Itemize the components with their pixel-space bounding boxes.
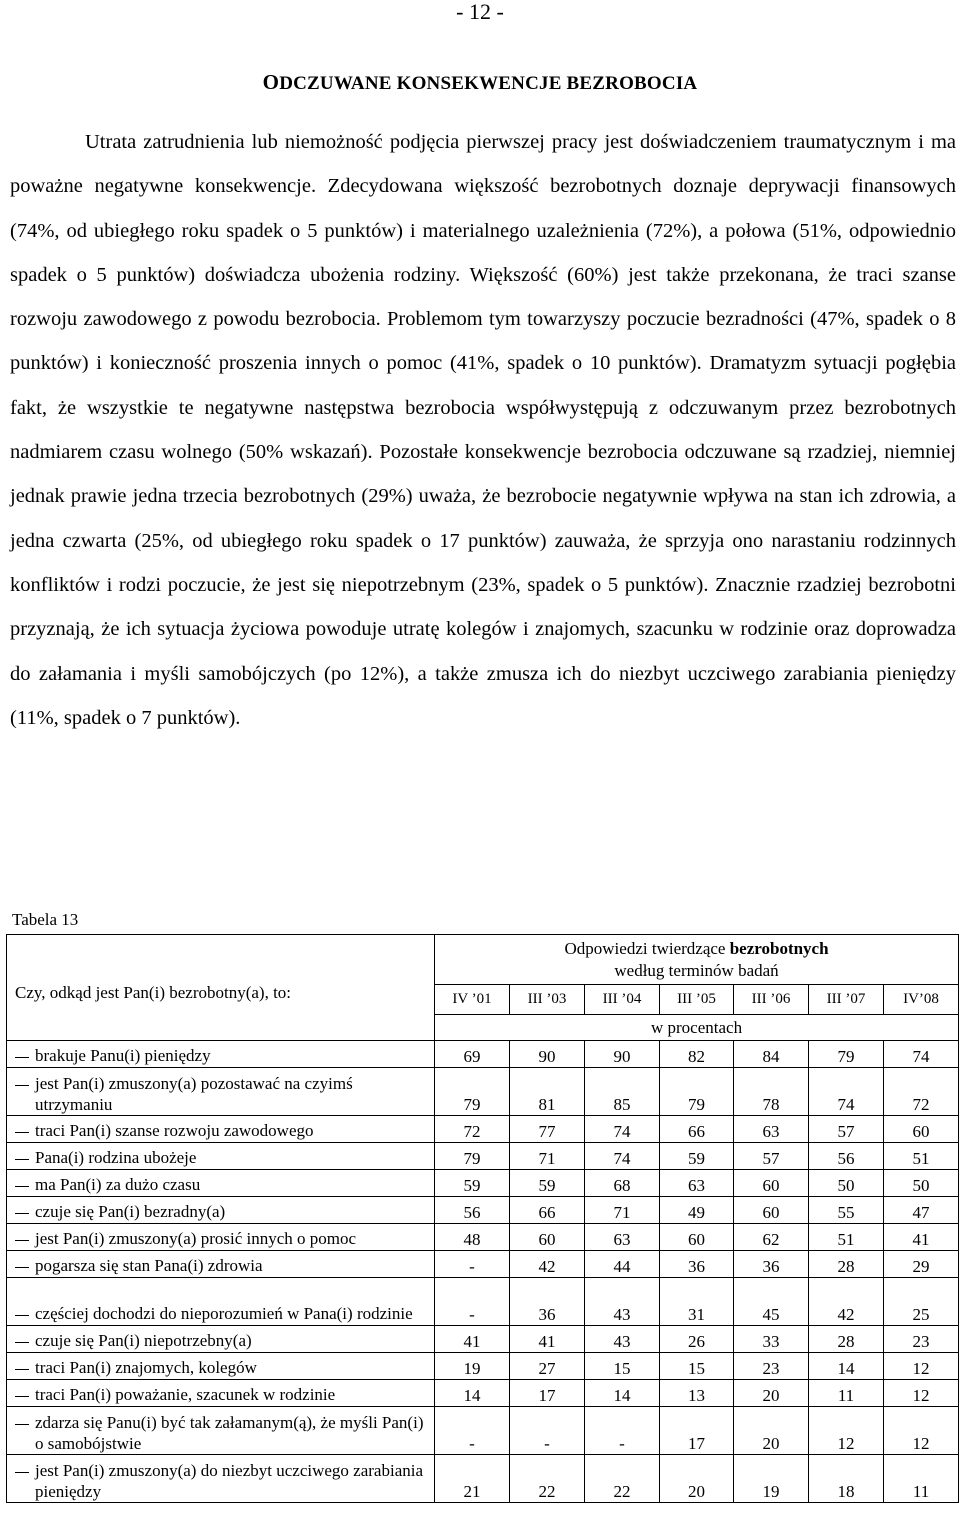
value-cell: - xyxy=(435,1407,510,1455)
bullet-dash xyxy=(15,1396,29,1397)
value-cell: 63 xyxy=(585,1224,660,1251)
value-cell: 12 xyxy=(884,1353,959,1380)
value-cell: 71 xyxy=(585,1197,660,1224)
value-cell: 77 xyxy=(510,1116,585,1143)
value-cell: 56 xyxy=(435,1197,510,1224)
row-label xyxy=(7,1455,435,1503)
value-cell: 48 xyxy=(435,1224,510,1251)
row-label-text: jest Pan(i) zmuszony(a) do niezbyt uczciwego zarabiania pieniędzy xyxy=(35,1461,424,1501)
bullet-dash xyxy=(15,1213,29,1214)
value-cell: 17 xyxy=(660,1407,734,1455)
table-row xyxy=(7,1278,959,1326)
value-cell: 21 xyxy=(435,1455,510,1503)
value-cell: 62 xyxy=(734,1224,809,1251)
value-cell: 25 xyxy=(884,1278,959,1326)
table-row xyxy=(7,1116,959,1143)
value-cell: 11 xyxy=(809,1380,884,1407)
value-cell: 60 xyxy=(660,1224,734,1251)
value-cell: - xyxy=(585,1407,660,1455)
header-line1 xyxy=(565,939,829,958)
table-question-header: Czy, odkąd jest Pan(i) bezrobotny(a), to: xyxy=(7,935,435,1041)
value-cell: 26 xyxy=(660,1326,734,1353)
value-cell: 17 xyxy=(510,1380,585,1407)
value-cell: 12 xyxy=(884,1380,959,1407)
value-cell: 20 xyxy=(734,1407,809,1455)
heading-first-letter: O xyxy=(262,70,280,94)
value-cell: 23 xyxy=(884,1326,959,1353)
value-cell: 23 xyxy=(734,1353,809,1380)
bullet-dash xyxy=(15,1342,29,1343)
row-label xyxy=(7,1170,435,1197)
value-cell: 82 xyxy=(660,1041,734,1068)
value-cell: - xyxy=(435,1278,510,1326)
period-header: III ’04 xyxy=(585,985,660,1015)
table-caption: Tabela 13 xyxy=(12,910,79,929)
value-cell: 41 xyxy=(435,1326,510,1353)
bullet-dash xyxy=(15,1472,29,1473)
value-cell: 22 xyxy=(510,1455,585,1503)
value-cell: 45 xyxy=(734,1278,809,1326)
value-cell: 36 xyxy=(660,1251,734,1278)
value-cell: 42 xyxy=(809,1278,884,1326)
row-label xyxy=(7,1380,435,1407)
value-cell: 29 xyxy=(884,1251,959,1278)
value-cell: 71 xyxy=(510,1143,585,1170)
value-cell: 72 xyxy=(884,1068,959,1116)
value-cell: 14 xyxy=(809,1353,884,1380)
value-cell: 42 xyxy=(510,1251,585,1278)
table-row xyxy=(7,1353,959,1380)
value-cell: 20 xyxy=(660,1455,734,1503)
value-cell: 44 xyxy=(585,1251,660,1278)
table-row xyxy=(7,1197,959,1224)
results-table xyxy=(6,934,959,1503)
table-body xyxy=(7,1041,959,1503)
table-row xyxy=(7,1251,959,1278)
row-label-text: jest Pan(i) zmuszony(a) pozostawać na czyimś utrzymaniu xyxy=(35,1074,353,1114)
value-cell: 79 xyxy=(435,1068,510,1116)
value-cell: 81 xyxy=(510,1068,585,1116)
table-row xyxy=(7,1041,959,1068)
row-label-text: traci Pan(i) znajomych, kolegów xyxy=(35,1358,257,1377)
value-cell: 69 xyxy=(435,1041,510,1068)
value-cell: 59 xyxy=(435,1170,510,1197)
row-label-text: traci Pan(i) szanse rozwoju zawodowego xyxy=(35,1121,314,1140)
row-label-text: zdarza się Panu(i) być tak załamanym(ą), że myśli Pan(i) o samobójstwie xyxy=(35,1413,424,1453)
value-cell: 19 xyxy=(435,1353,510,1380)
row-label-text: ma Pan(i) za dużo czasu xyxy=(35,1175,201,1194)
value-cell: 47 xyxy=(884,1197,959,1224)
value-cell: 41 xyxy=(884,1224,959,1251)
value-cell: 22 xyxy=(585,1455,660,1503)
value-cell: 74 xyxy=(884,1041,959,1068)
bullet-dash xyxy=(15,1186,29,1187)
value-cell: 78 xyxy=(734,1068,809,1116)
value-cell: - xyxy=(510,1407,585,1455)
table-answers-header xyxy=(435,935,959,985)
period-header: IV’08 xyxy=(884,985,959,1015)
value-cell: 56 xyxy=(809,1143,884,1170)
value-cell: 51 xyxy=(884,1143,959,1170)
value-cell: 55 xyxy=(809,1197,884,1224)
row-label xyxy=(7,1068,435,1116)
table-row xyxy=(7,1068,959,1116)
value-cell: 90 xyxy=(510,1041,585,1068)
row-label xyxy=(7,1143,435,1170)
value-cell: 50 xyxy=(884,1170,959,1197)
header-line1-bold: bezrobotnych xyxy=(729,938,829,958)
value-cell: 57 xyxy=(734,1143,809,1170)
value-cell: 20 xyxy=(734,1380,809,1407)
value-cell: 13 xyxy=(660,1380,734,1407)
bullet-dash xyxy=(15,1159,29,1160)
bullet-dash xyxy=(15,1369,29,1370)
value-cell: 51 xyxy=(809,1224,884,1251)
value-cell: 50 xyxy=(809,1170,884,1197)
units-header: w procentach xyxy=(435,1015,959,1041)
value-cell: 14 xyxy=(435,1380,510,1407)
value-cell: 74 xyxy=(809,1068,884,1116)
table-row xyxy=(7,1143,959,1170)
period-header: III ’05 xyxy=(660,985,734,1015)
value-cell: 36 xyxy=(510,1278,585,1326)
value-cell: 79 xyxy=(660,1068,734,1116)
value-cell: 72 xyxy=(435,1116,510,1143)
value-cell: 28 xyxy=(809,1251,884,1278)
page-number: - 12 - xyxy=(456,0,504,24)
bullet-dash xyxy=(15,1424,29,1425)
row-label xyxy=(7,1116,435,1143)
value-cell: - xyxy=(435,1251,510,1278)
bullet-dash xyxy=(15,1085,29,1086)
section-heading xyxy=(0,70,960,95)
row-label xyxy=(7,1326,435,1353)
value-cell: 36 xyxy=(734,1251,809,1278)
value-cell: 60 xyxy=(884,1116,959,1143)
value-cell: 19 xyxy=(734,1455,809,1503)
value-cell: 68 xyxy=(585,1170,660,1197)
row-label xyxy=(7,1353,435,1380)
value-cell: 84 xyxy=(734,1041,809,1068)
value-cell: 66 xyxy=(660,1116,734,1143)
value-cell: 49 xyxy=(660,1197,734,1224)
value-cell: 74 xyxy=(585,1116,660,1143)
value-cell: 43 xyxy=(585,1326,660,1353)
bullet-dash xyxy=(15,1132,29,1133)
period-header: IV ’01 xyxy=(435,985,510,1015)
value-cell: 79 xyxy=(809,1041,884,1068)
bullet-dash xyxy=(15,1057,29,1058)
row-label-text: brakuje Panu(i) pieniędzy xyxy=(35,1046,211,1065)
value-cell: 57 xyxy=(809,1116,884,1143)
row-label xyxy=(7,1224,435,1251)
value-cell: 43 xyxy=(585,1278,660,1326)
value-cell: 41 xyxy=(510,1326,585,1353)
value-cell: 74 xyxy=(585,1143,660,1170)
table-row xyxy=(7,1380,959,1407)
period-header: III ’03 xyxy=(510,985,585,1015)
row-label-text: częściej dochodzi do nieporozumień w Pana(i) rodzinie xyxy=(35,1304,413,1323)
value-cell: 63 xyxy=(734,1116,809,1143)
value-cell: 63 xyxy=(660,1170,734,1197)
period-header: III ’07 xyxy=(809,985,884,1015)
table-row xyxy=(7,1224,959,1251)
row-label xyxy=(7,1197,435,1224)
row-label xyxy=(7,1407,435,1455)
value-cell: 79 xyxy=(435,1143,510,1170)
row-label-text: czuje się Pan(i) niepotrzebny(a) xyxy=(35,1331,252,1350)
value-cell: 15 xyxy=(660,1353,734,1380)
value-cell: 15 xyxy=(585,1353,660,1380)
table-row xyxy=(7,1326,959,1353)
row-label-text: pogarsza się stan Pana(i) zdrowia xyxy=(35,1256,263,1275)
value-cell: 18 xyxy=(809,1455,884,1503)
value-cell: 66 xyxy=(510,1197,585,1224)
body-paragraph: Utrata zatrudnienia lub niemożność podjęcia pierwszej pracy jest doświadczeniem traumatycznym i ma poważne negatywne konsekwencje. Zdecydowana większość bezrobotnych doznaje deprywacji finansowych (74%, od ubiegłego roku spadek o 5 punktów) i materialnego uzależnienia (72%), a połowa (51%, odpowiednio spadek o 5 punktów) doświadcza ubożenia rodziny. Większość (60%) jest także przekonana, że traci szanse rozwoju zawodowego z powodu bezrobocia. Problemom tym towarzyszy poczucie bezradności (47%, spadek o 8 punktów) i konieczność proszenia innych o pomoc (41%, spadek o 10 punktów). Dramatyzm sytuacji pogłębia fakt, że wszystkie te negatywne następstwa bezrobocia współwystępują z odczuwanym przez bezrobotnych nadmiarem czasu wolnego (50% wskazań). Pozostałe konsekwencje bezrobocia odczuwane są rzadziej, niemniej jednak prawie jedna trzecia bezrobotnych (29%) uważa, że bezrobocie negatywnie wpływa na stan ich zdrowia, a jedna czwarta (25%, od ubiegłego roku spadek o 17 punktów) zauważa, że sprzyja ono narastaniu rodzinnych konfliktów i rodzi poczucie, że jest się niepotrzebnym (23%, spadek o 5 punktów). Znacznie rzadziej bezrobotni przyznają, że ich sytuacja życiowa powoduje utratę kolegów i znajomych, szacunku w rodzinie oraz doprowadza do załamania i myśli samobójczych (po 12%), a także zmusza ich do niezbyt uczciwego zarabiania pieniędzy (11%, spadek o 7 punktów). xyxy=(10,131,956,729)
value-cell: 59 xyxy=(510,1170,585,1197)
row-label-text: Pana(i) rodzina ubożeje xyxy=(35,1148,197,1167)
row-label xyxy=(7,1278,435,1326)
row-label xyxy=(7,1041,435,1068)
header-line2: według terminów badań xyxy=(614,960,779,980)
value-cell: 12 xyxy=(809,1407,884,1455)
value-cell: 60 xyxy=(734,1197,809,1224)
value-cell: 90 xyxy=(585,1041,660,1068)
value-cell: 28 xyxy=(809,1326,884,1353)
row-label-text: traci Pan(i) poważanie, szacunek w rodzinie xyxy=(35,1385,336,1404)
value-cell: 60 xyxy=(734,1170,809,1197)
bullet-dash xyxy=(15,1315,29,1316)
row-label xyxy=(7,1251,435,1278)
value-cell: 27 xyxy=(510,1353,585,1380)
period-header: III ’06 xyxy=(734,985,809,1015)
table-row xyxy=(7,1407,959,1455)
row-label-text: czuje się Pan(i) bezradny(a) xyxy=(35,1202,226,1221)
row-label-text: jest Pan(i) zmuszony(a) prosić innych o pomoc xyxy=(35,1229,357,1248)
header-line1-text: Odpowiedzi twierdzące xyxy=(564,938,730,958)
table-row xyxy=(7,1170,959,1197)
bullet-dash xyxy=(15,1267,29,1268)
value-cell: 85 xyxy=(585,1068,660,1116)
value-cell: 12 xyxy=(884,1407,959,1455)
value-cell: 33 xyxy=(734,1326,809,1353)
value-cell: 60 xyxy=(510,1224,585,1251)
bullet-dash xyxy=(15,1240,29,1241)
value-cell: 59 xyxy=(660,1143,734,1170)
value-cell: 31 xyxy=(660,1278,734,1326)
value-cell: 11 xyxy=(884,1455,959,1503)
table-row xyxy=(7,1455,959,1503)
value-cell: 14 xyxy=(585,1380,660,1407)
heading-rest: DCZUWANE KONSEKWENCJE BEZROBOCIA xyxy=(279,73,698,94)
